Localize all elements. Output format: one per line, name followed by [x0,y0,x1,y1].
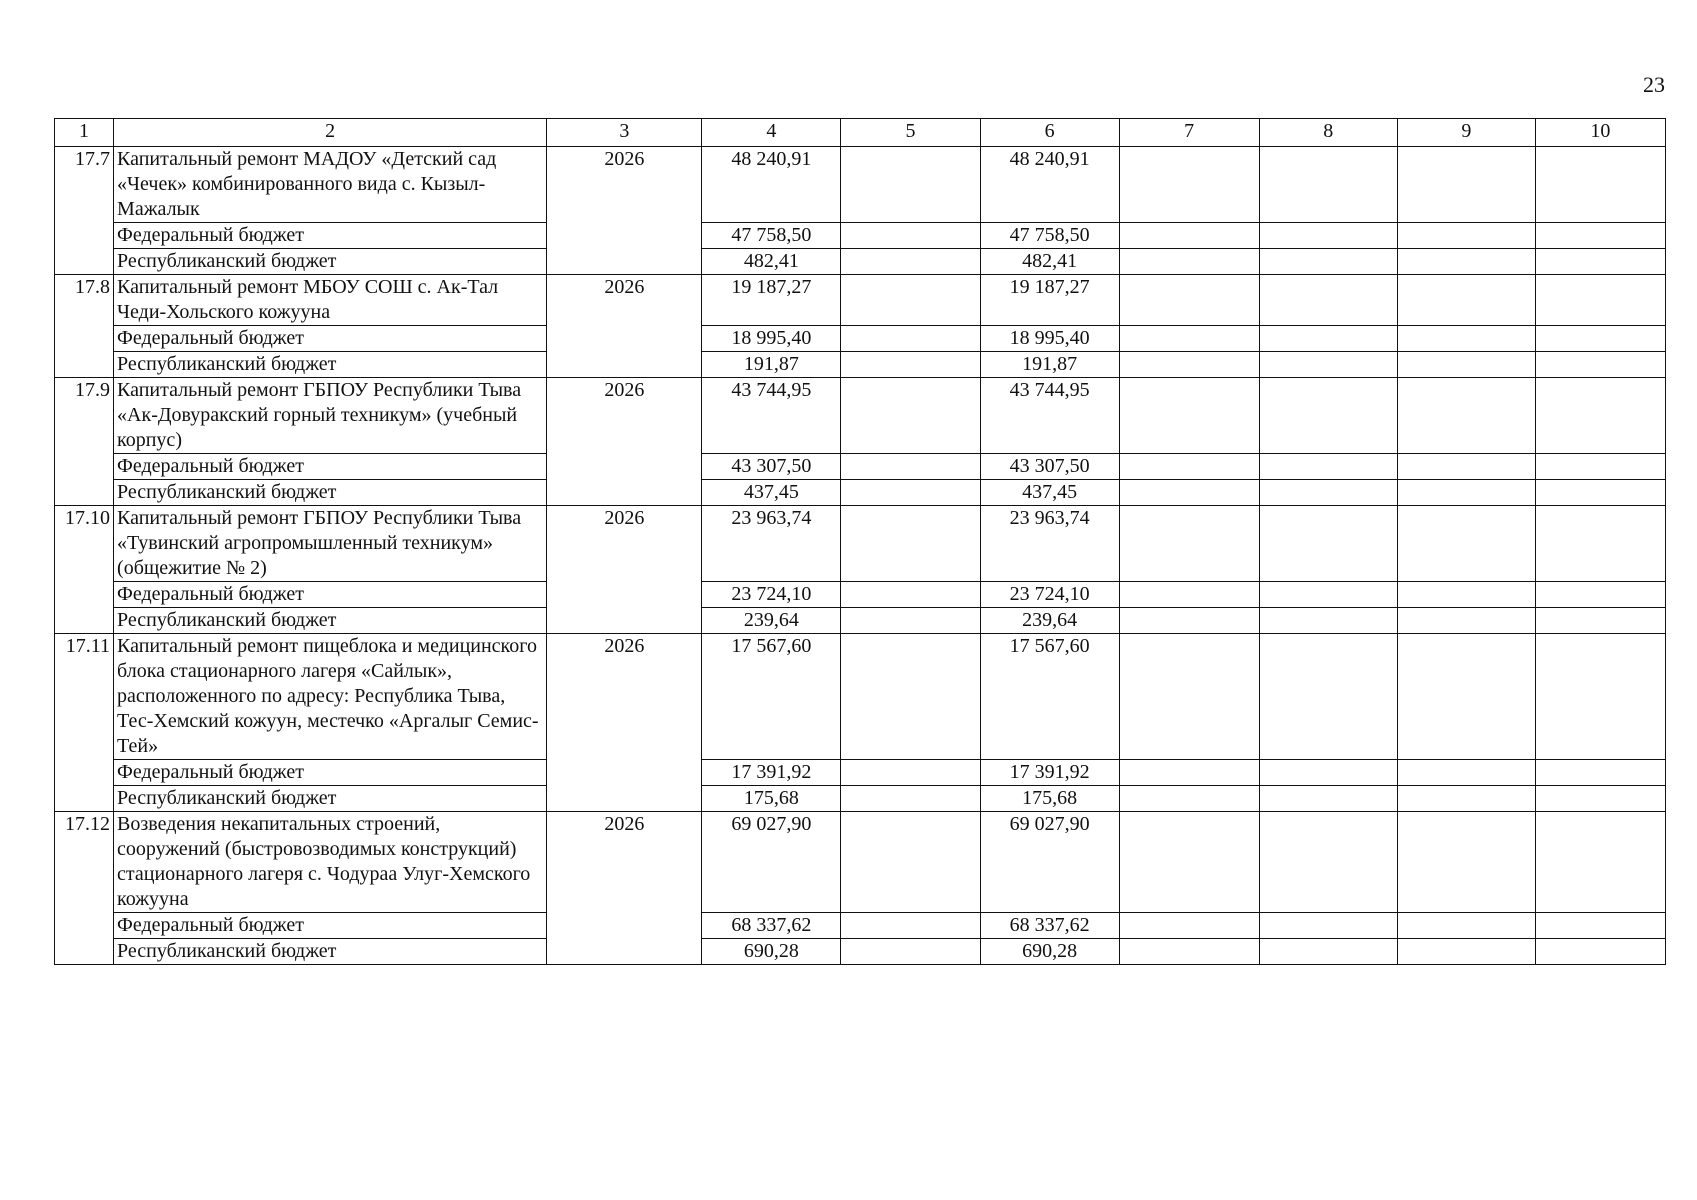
federal-budget-label: Федеральный бюджет [114,326,547,352]
empty-cell [1535,275,1665,326]
republic-col6: 175,68 [980,786,1119,812]
federal-col6: 68 337,62 [980,913,1119,939]
empty-cell [1397,634,1535,760]
item-col6: 23 963,74 [980,506,1119,582]
empty-cell [1259,454,1397,480]
table-row [55,249,1666,275]
empty-cell [1259,275,1397,326]
item-year: 2026 [547,812,702,965]
empty-cell [1535,480,1665,506]
column-header: 3 [547,119,702,147]
federal-col6: 18 995,40 [980,326,1119,352]
empty-cell [841,326,980,352]
empty-cell [1119,249,1259,275]
empty-cell [1397,223,1535,249]
republic-budget-label: Республиканский бюджет [114,786,547,812]
column-header: 6 [980,119,1119,147]
republic-total: 191,87 [702,352,841,378]
table-row [55,506,1666,582]
republic-total: 437,45 [702,480,841,506]
table-row [55,786,1666,812]
republic-budget-label: Республиканский бюджет [114,939,547,965]
empty-cell [1119,378,1259,454]
empty-cell [841,939,980,965]
empty-cell [1119,147,1259,223]
empty-cell [1259,326,1397,352]
table-row [55,760,1666,786]
item-col5 [841,506,980,582]
empty-cell [1119,352,1259,378]
empty-cell [1397,352,1535,378]
item-year: 2026 [547,275,702,378]
empty-cell [1259,223,1397,249]
table-row [55,634,1666,760]
empty-cell [1259,786,1397,812]
empty-cell [1397,608,1535,634]
empty-cell [1119,223,1259,249]
empty-cell [1535,786,1665,812]
republic-total: 690,28 [702,939,841,965]
republic-total: 239,64 [702,608,841,634]
table-row [55,913,1666,939]
empty-cell [841,608,980,634]
empty-cell [1397,378,1535,454]
federal-total: 18 995,40 [702,326,841,352]
empty-cell [1119,608,1259,634]
item-number: 17.11 [55,634,114,812]
empty-cell [1119,326,1259,352]
empty-cell [1397,275,1535,326]
item-year: 2026 [547,506,702,634]
item-name: Капитальный ремонт МБОУ СОШ с. Ак-Тал Чеди-Хольского кожууна [114,275,547,326]
column-header: 1 [55,119,114,147]
item-name: Капитальный ремонт ГБПОУ Республики Тыва «Тувинский агропромышленный техникум» (общежитие № 2) [114,506,547,582]
item-col6: 48 240,91 [980,147,1119,223]
federal-total: 17 391,92 [702,760,841,786]
federal-col6: 43 307,50 [980,454,1119,480]
federal-budget-label: Федеральный бюджет [114,913,547,939]
empty-cell [841,454,980,480]
table-row [55,326,1666,352]
table-row [55,582,1666,608]
empty-cell [1535,147,1665,223]
table-row [55,480,1666,506]
empty-cell [1397,147,1535,223]
empty-cell [1259,608,1397,634]
page-number: 23 [1643,72,1665,97]
empty-cell [1397,582,1535,608]
table-row [55,608,1666,634]
item-total: 48 240,91 [702,147,841,223]
empty-cell [841,352,980,378]
item-col5 [841,275,980,326]
empty-cell [1535,913,1665,939]
empty-cell [1535,939,1665,965]
empty-cell [1535,608,1665,634]
column-header: 8 [1259,119,1397,147]
republic-col6: 690,28 [980,939,1119,965]
empty-cell [1119,634,1259,760]
empty-cell [1119,582,1259,608]
federal-col6: 47 758,50 [980,223,1119,249]
empty-cell [841,223,980,249]
republic-total: 482,41 [702,249,841,275]
column-header-row [55,119,1666,147]
item-name: Капитальный ремонт пищеблока и медицинского блока стационарного лагеря «Сайлык», расположенного по адресу: Республика Тыва, Тес-Хемский кожуун, местечко «Аргалыг Семис-Тей» [114,634,547,760]
item-name: Возведения некапитальных строений, сооружений (быстровозводимых конструкций) стационарного лагеря с. Чодураа Улуг-Хемского кожууна [114,812,547,913]
empty-cell [1397,326,1535,352]
empty-cell [841,480,980,506]
budget-table [54,118,1666,965]
empty-cell [1259,378,1397,454]
federal-budget-label: Федеральный бюджет [114,760,547,786]
republic-budget-label: Республиканский бюджет [114,608,547,634]
empty-cell [1259,506,1397,582]
empty-cell [1535,582,1665,608]
column-header: 10 [1535,119,1665,147]
empty-cell [1397,506,1535,582]
item-number: 17.8 [55,275,114,378]
empty-cell [1119,760,1259,786]
column-header: 9 [1397,119,1535,147]
empty-cell [1535,249,1665,275]
republic-col6: 437,45 [980,480,1119,506]
federal-budget-label: Федеральный бюджет [114,454,547,480]
empty-cell [1119,480,1259,506]
empty-cell [1119,913,1259,939]
item-col5 [841,812,980,913]
republic-budget-label: Республиканский бюджет [114,352,547,378]
empty-cell [1119,506,1259,582]
empty-cell [1119,939,1259,965]
republic-total: 175,68 [702,786,841,812]
item-col5 [841,634,980,760]
empty-cell [1535,760,1665,786]
empty-cell [1535,812,1665,913]
item-year: 2026 [547,147,702,275]
item-total: 43 744,95 [702,378,841,454]
empty-cell [1535,326,1665,352]
empty-cell [1535,634,1665,760]
empty-cell [841,582,980,608]
empty-cell [1119,275,1259,326]
empty-cell [1259,913,1397,939]
federal-col6: 17 391,92 [980,760,1119,786]
item-col6: 19 187,27 [980,275,1119,326]
table-row [55,939,1666,965]
empty-cell [1535,378,1665,454]
column-header: 2 [114,119,547,147]
item-year: 2026 [547,378,702,506]
federal-budget-label: Федеральный бюджет [114,223,547,249]
empty-cell [1259,634,1397,760]
column-header: 4 [702,119,841,147]
item-col6: 69 027,90 [980,812,1119,913]
empty-cell [1259,812,1397,913]
empty-cell [1119,454,1259,480]
federal-budget-label: Федеральный бюджет [114,582,547,608]
item-year: 2026 [547,634,702,812]
empty-cell [1259,147,1397,223]
federal-total: 47 758,50 [702,223,841,249]
empty-cell [1397,786,1535,812]
column-header: 5 [841,119,980,147]
table-row [55,378,1666,454]
item-name: Капитальный ремонт МАДОУ «Детский сад «Чечек» комбинированного вида с. Кызыл-Мажалык [114,147,547,223]
empty-cell [841,786,980,812]
item-col5 [841,147,980,223]
empty-cell [1397,454,1535,480]
empty-cell [841,760,980,786]
republic-col6: 482,41 [980,249,1119,275]
item-number: 17.10 [55,506,114,634]
empty-cell [1535,506,1665,582]
federal-total: 43 307,50 [702,454,841,480]
empty-cell [1259,352,1397,378]
empty-cell [1535,352,1665,378]
republic-budget-label: Республиканский бюджет [114,249,547,275]
federal-col6: 23 724,10 [980,582,1119,608]
table-row [55,352,1666,378]
empty-cell [841,913,980,939]
table-row [55,223,1666,249]
table-row [55,454,1666,480]
table-row [55,275,1666,326]
item-name: Капитальный ремонт ГБПОУ Республики Тыва «Ак-Довуракский горный техникум» (учебный корпус) [114,378,547,454]
item-total: 69 027,90 [702,812,841,913]
item-number: 17.12 [55,812,114,965]
empty-cell [1119,812,1259,913]
empty-cell [1259,760,1397,786]
item-number: 17.9 [55,378,114,506]
empty-cell [1397,913,1535,939]
item-total: 19 187,27 [702,275,841,326]
empty-cell [1259,939,1397,965]
empty-cell [1397,760,1535,786]
republic-col6: 239,64 [980,608,1119,634]
item-total: 17 567,60 [702,634,841,760]
empty-cell [1397,249,1535,275]
empty-cell [1259,480,1397,506]
item-col6: 43 744,95 [980,378,1119,454]
column-header: 7 [1119,119,1259,147]
item-col6: 17 567,60 [980,634,1119,760]
empty-cell [1259,582,1397,608]
republic-budget-label: Республиканский бюджет [114,480,547,506]
empty-cell [1535,454,1665,480]
empty-cell [841,249,980,275]
federal-total: 23 724,10 [702,582,841,608]
empty-cell [1397,939,1535,965]
table-row [55,147,1666,223]
item-total: 23 963,74 [702,506,841,582]
empty-cell [1397,812,1535,913]
federal-total: 68 337,62 [702,913,841,939]
empty-cell [1535,223,1665,249]
empty-cell [1397,480,1535,506]
item-col5 [841,378,980,454]
empty-cell [1259,249,1397,275]
republic-col6: 191,87 [980,352,1119,378]
item-number: 17.7 [55,147,114,275]
table-row [55,812,1666,913]
empty-cell [1119,786,1259,812]
